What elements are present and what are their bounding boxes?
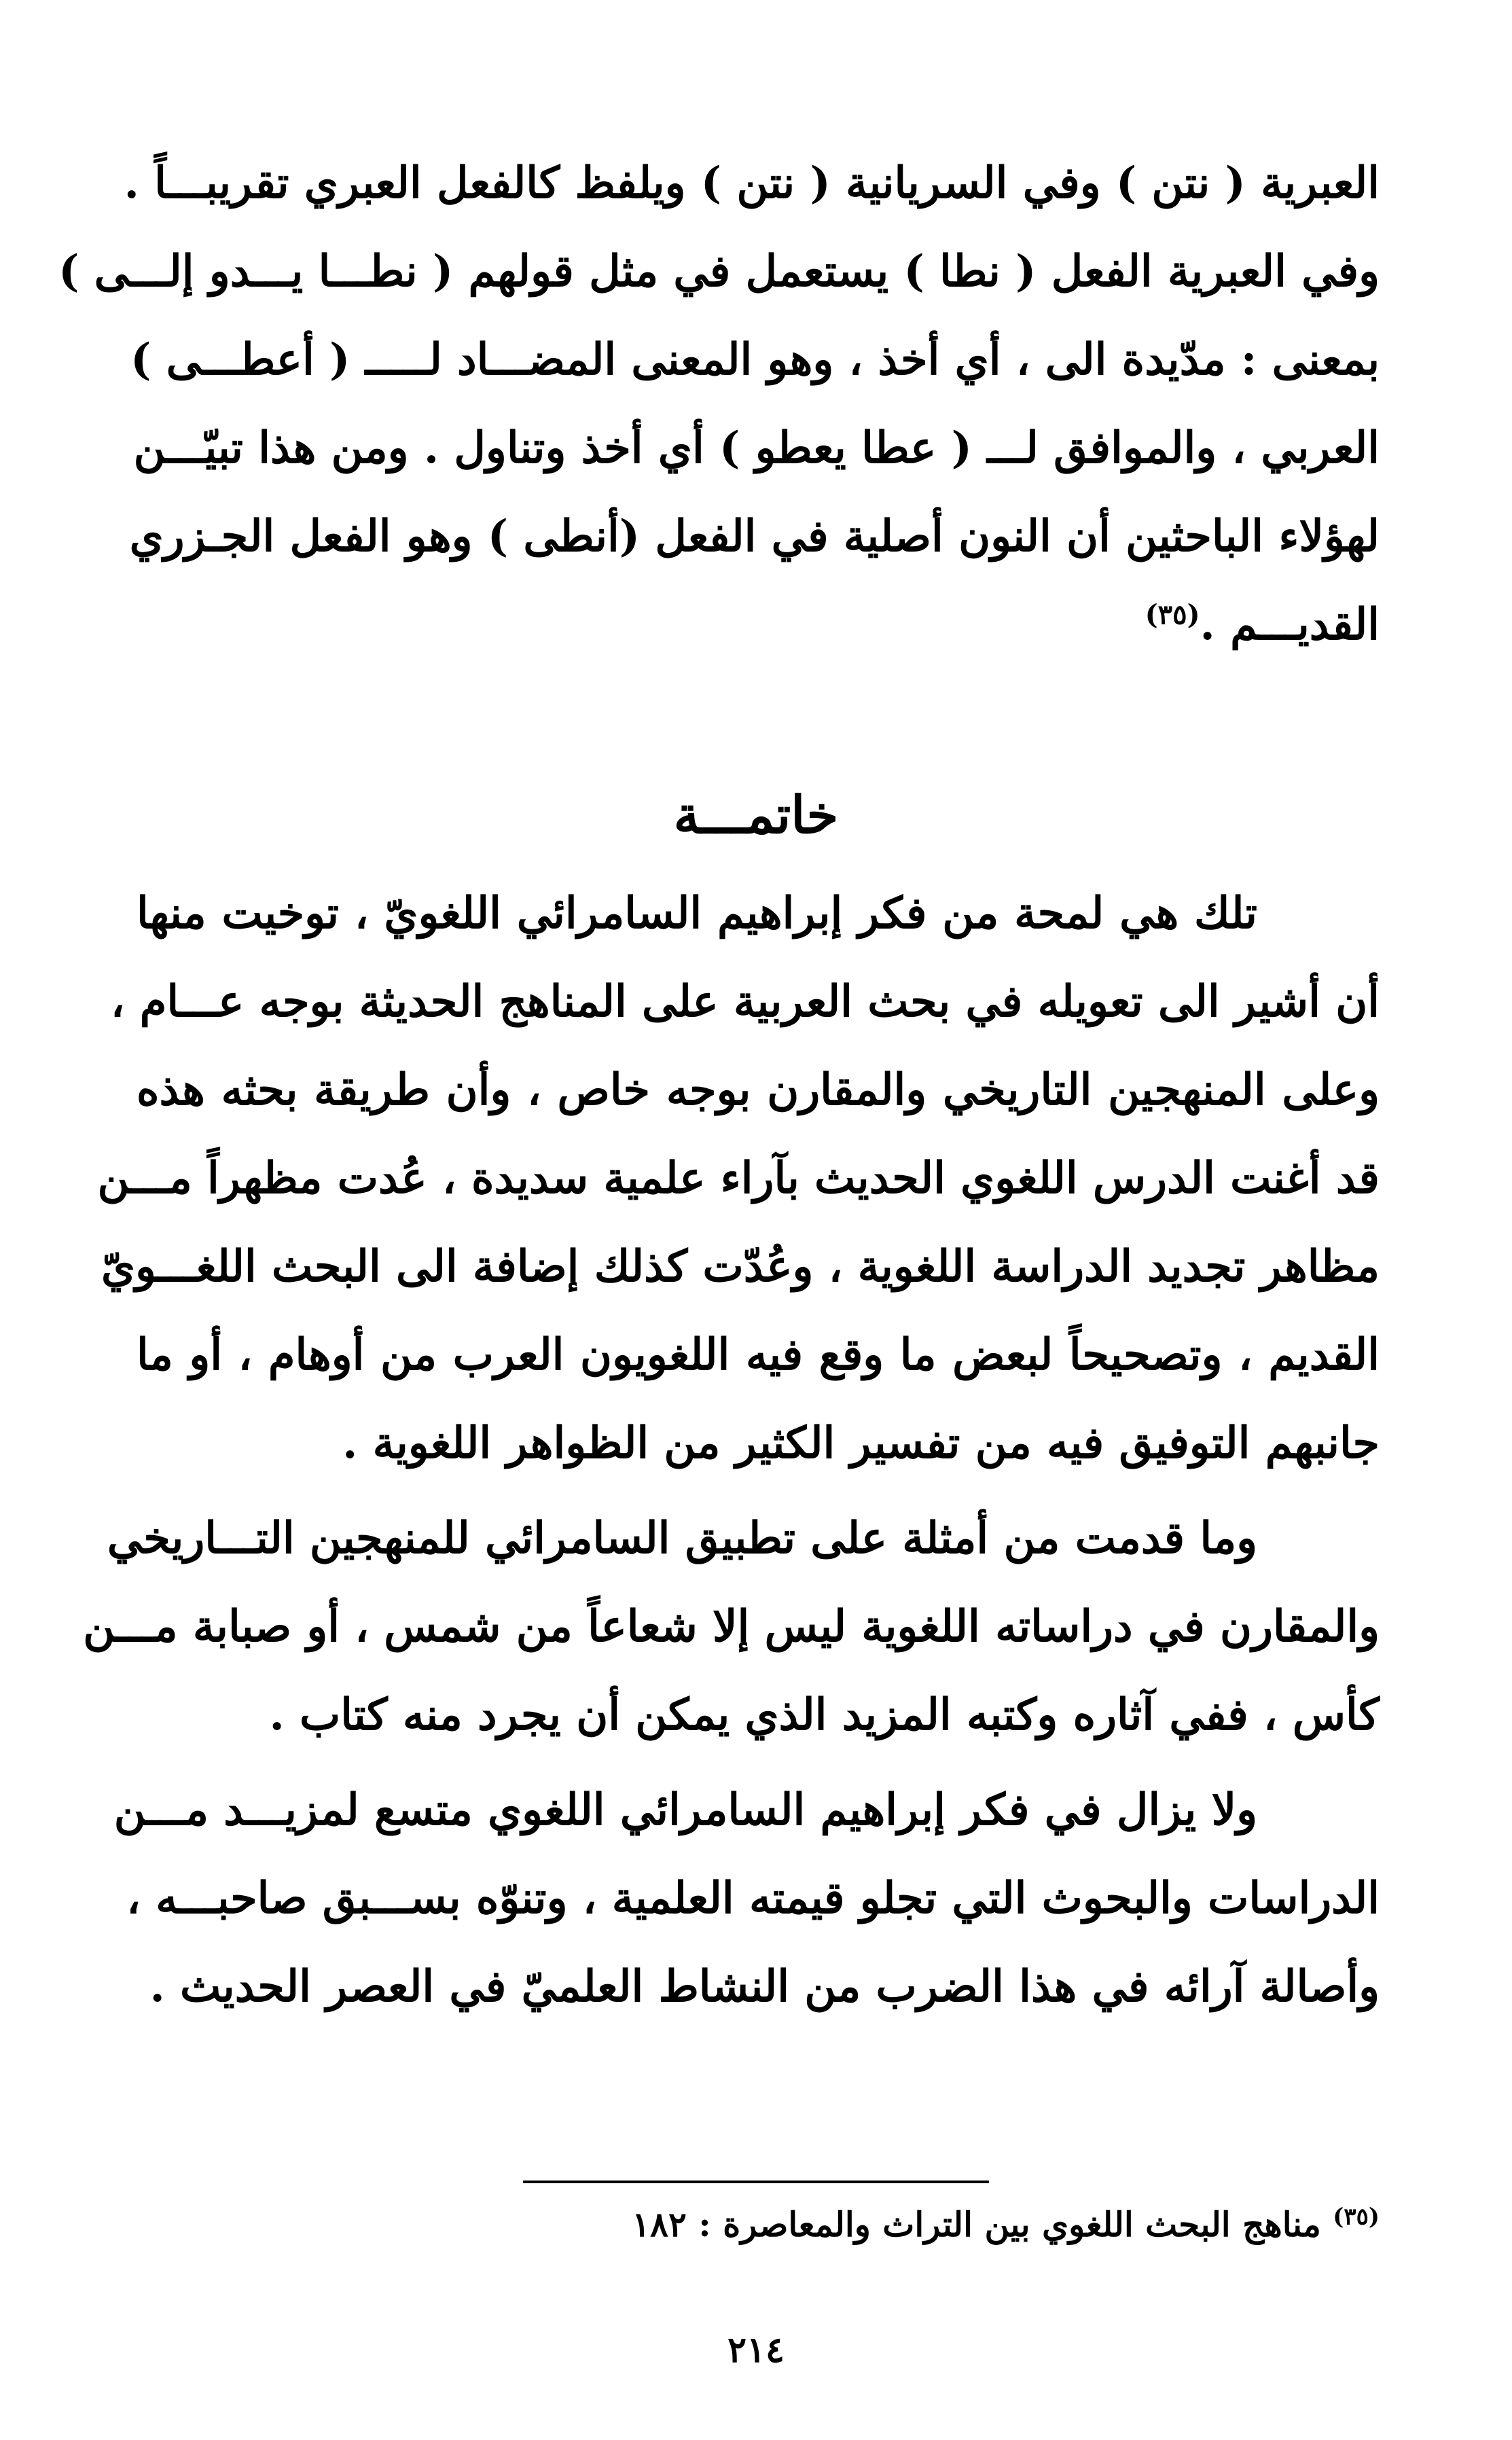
- body-line: بمعنى : مدّيدة الى ، أي أخذ ، وهو المعنى المضـــاد لـــــ ( أعطـــى ): [130, 334, 1380, 385]
- footnote: [632, 2194, 1380, 2255]
- body-line: العبرية ( نتن ) وفي السريانية ( نتن ) ويلفظ كالفعل العبري تقريبـــاً .: [124, 158, 1380, 209]
- section-heading: خاتمـــة: [673, 785, 839, 845]
- body-line: وأصالة آرائه في هذا الضرب من النشاط العلميّ في العصر الحديث .: [149, 1961, 1380, 2012]
- body-line-last: [137, 588, 1380, 662]
- body-line: أن أشير الى تعويله في بحث العربية على المناهج الحديثة بوجه عـــام ،: [110, 976, 1380, 1027]
- body-line: لهؤلاء الباحثين أن النون أصلية في الفعل (أنطى ) وهو الفعل الجـزري: [129, 511, 1380, 562]
- footnote-mark: (٣٥): [1333, 2203, 1380, 2231]
- body-line: وفي العبرية الفعل ( نطا ) يستعمل في مثل قولهم ( نطـــا يـــدو إلـــى ): [58, 246, 1380, 297]
- body-line: كأس ، ففي آثاره وكتبه المزيد الذي يمكن أن يجرد منه كتاب .: [269, 1689, 1380, 1740]
- footnote-reference: (٣٥): [1145, 598, 1200, 631]
- body-line-text: القديـــم .: [1200, 599, 1380, 650]
- page-number: ٢١٤: [727, 2329, 785, 2371]
- body-line: قد أغنت الدرس اللغوي الحديث بآراء علمية سديدة ، عُدت مظهراً مـــن: [97, 1153, 1380, 1204]
- body-line: وعلى المنهجين التاريخي والمقارن بوجه خاص ، وأن طريقة بحثه هذه: [137, 1064, 1380, 1115]
- footnote-separator: [523, 2181, 989, 2183]
- body-line: مظاهر تجديد الدراسة اللغوية ، وعُدّت كذلك إضافة الى البحث اللغـــويّ: [101, 1241, 1380, 1292]
- body-line: ولا يزال في فكر إبراهيم السامرائي اللغوي متسع لمزيـــد مـــن: [113, 1784, 1257, 1835]
- body-line: القديم ، وتصحيحاً لبعض ما وقع فيه اللغويون العرب من أوهام ، أو ما: [137, 1329, 1380, 1380]
- body-line: تلك هي لمحة من فكر إبراهيم السامرائي اللغويّ ، توخيت منها: [137, 888, 1257, 939]
- footnote-text: مناهج البحث اللغوي بين التراث والمعاصرة : ١٨٢: [632, 2204, 1321, 2244]
- body-line: جانبهم التوفيق فيه من تفسير الكثير من الظواهر اللغوية .: [342, 1418, 1380, 1469]
- body-line: الدراسات والبحوث التي تجلو قيمته العلمية ، وتنوّه بســـبق صاحبـــه ،: [126, 1873, 1380, 1924]
- body-line: والمقارن في دراساته اللغوية ليس إلا شعاعاً من شمس ، أو صبابة مـــن: [83, 1601, 1380, 1652]
- body-line: العربي ، والموافق لـــ ( عطا يعطو ) أي أخذ وتناول . ومن هذا تبيّـــن: [133, 423, 1380, 473]
- body-line: وما قدمت من أمثلة على تطبيق السامرائي للمنهجين التـــاريخي: [107, 1513, 1257, 1564]
